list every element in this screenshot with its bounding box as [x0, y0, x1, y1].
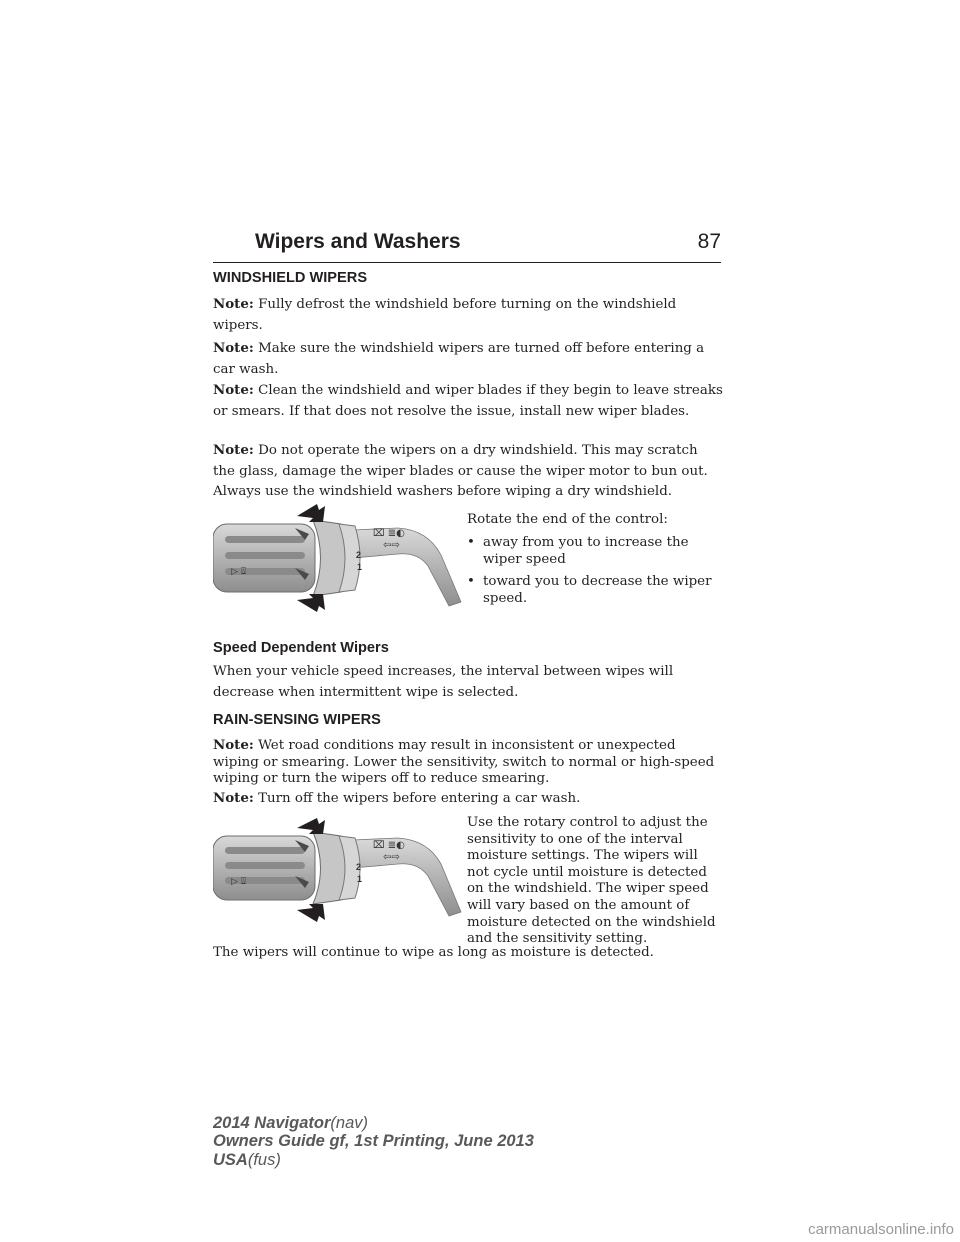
closing-sentence: The wipers will continue to wipe as long as moisture is detected. — [213, 945, 654, 960]
rotate-intro: Rotate the end of the control: — [467, 512, 668, 527]
svg-text:⇦⇨: ⇦⇨ — [383, 852, 400, 863]
section-heading-speed-dependent: Speed Dependent Wipers — [213, 640, 389, 656]
note-wet-road — [213, 737, 723, 788]
note-label: Note: — [213, 737, 254, 753]
rotate-instructions — [467, 512, 723, 608]
note-label: Note: — [213, 296, 254, 312]
section-heading-windshield-wipers: WINDSHIELD WIPERS — [213, 270, 368, 286]
list-item — [467, 535, 723, 569]
bullet-text: away from you to increase the wiper speed — [483, 534, 689, 567]
bullet-dot: • — [467, 534, 475, 550]
bullet-text: toward you to decrease the wiper speed. — [483, 574, 712, 607]
footer-model-code: (nav) — [330, 1114, 368, 1132]
footer-guide: Owners Guide gf, 1st Printing, June 2013 — [213, 1132, 534, 1151]
svg-text:▷ ⍍: ▷ ⍍ — [231, 567, 247, 577]
note-label: Note: — [213, 382, 254, 398]
speed-2-label: 2 — [356, 550, 362, 560]
bullet-dot: • — [467, 574, 475, 590]
speed-2-label: 2 — [356, 862, 362, 872]
footer-market: USA — [213, 1150, 248, 1169]
rotary-control-text: Use the rotary control to adjust the sensitivity to one of the interval moisture settings. The wipers will not cycle until moisture is detected on the windshield. The wiper speed will vary based on the amount of moisture detected on the windshield and the sensitivity setting. — [467, 815, 716, 947]
list-item — [467, 574, 723, 608]
svg-text:⌧ ≣◐: ⌧ ≣◐ — [373, 840, 405, 851]
rotary-control-illustration — [213, 816, 463, 931]
svg-text:⌧ ≣◐: ⌧ ≣◐ — [373, 528, 405, 539]
note-text: Make sure the windshield wipers are turned off before entering a car wash. — [213, 341, 705, 377]
note-text: Wet road conditions may result in inconsistent or unexpected wiping or smearing. Lower the sensitivity, switch to normal or high-speed wiping or turn the wipers off to reduce smearing. — [213, 738, 715, 786]
footer-model-line — [213, 1114, 534, 1132]
speed-1-label: 1 — [357, 562, 363, 572]
speed-dependent-body: When your vehicle speed increases, the interval between wipes will decrease when intermittent wipe is selected. — [213, 664, 674, 700]
note-label: Note: — [213, 790, 254, 806]
page-number: 87 — [697, 230, 721, 253]
note-dry-windshield — [213, 440, 723, 503]
speed-1-label: 1 — [357, 874, 363, 884]
note-clean-blades — [213, 380, 723, 422]
watermark: carmanualsonline.info — [808, 1221, 954, 1238]
page-title: Wipers and Washers — [255, 230, 461, 253]
footer-model: 2014 Navigator — [213, 1114, 331, 1132]
footer-market-line — [213, 1151, 534, 1169]
note-text: Fully defrost the windshield before turning on the windshield wipers. — [213, 297, 677, 333]
note-label: Note: — [213, 340, 254, 356]
section-heading-rain-sensing: RAIN-SENSING WIPERS — [213, 712, 381, 728]
note-text: Turn off the wipers before entering a car wash. — [258, 791, 581, 806]
note-car-wash-rain — [213, 790, 723, 808]
note-text: Clean the windshield and wiper blades if they begin to leave streaks or smears. If that does not resolve the issue, install new wiper blades. — [213, 383, 723, 419]
svg-text:⇦⇨: ⇦⇨ — [383, 540, 400, 551]
page-footer — [213, 1114, 534, 1169]
note-text: Do not operate the wipers on a dry windshield. This may scratch the glass, damage the wiper blades or cause the wiper motor to bun out. Always use the windshield washers before wiping a dry windshield. — [213, 443, 708, 499]
footer-market-code: (fus) — [247, 1150, 281, 1169]
note-label: Note: — [213, 442, 254, 458]
page-header — [213, 230, 721, 263]
svg-text:▷ ⍍: ▷ ⍍ — [231, 877, 247, 887]
note-defrost — [213, 294, 723, 336]
wiper-control-illustration — [213, 500, 463, 625]
note-car-wash — [213, 338, 723, 380]
